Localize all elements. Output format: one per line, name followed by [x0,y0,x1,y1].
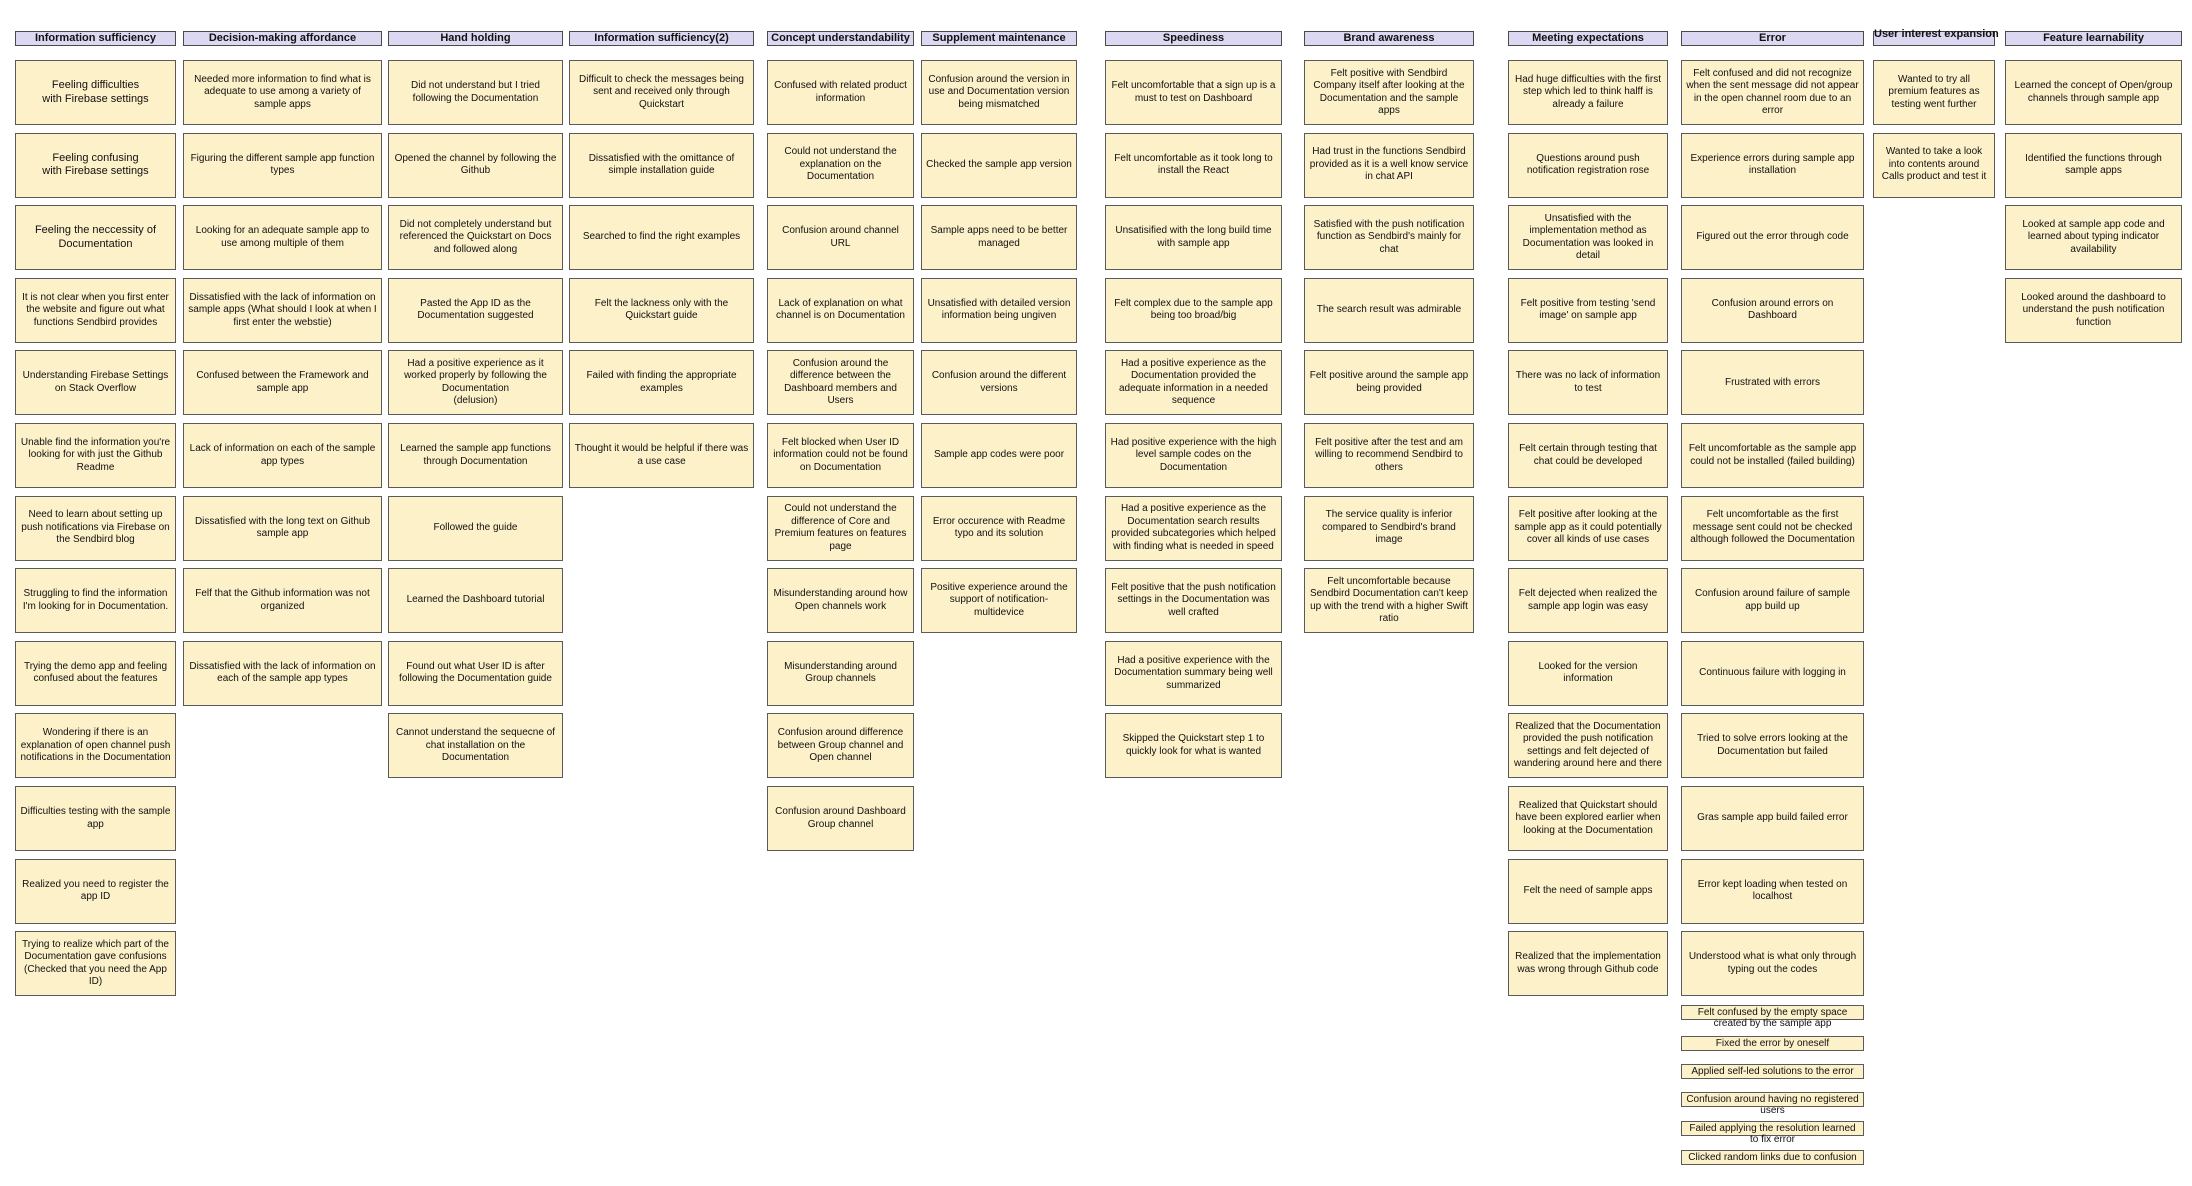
sticky-note[interactable] [921,205,1077,270]
sticky-note-text: Dissatisfied with the lack of information on sample apps (What should I look at when I first enter the webstie) [188,291,377,328]
sticky-note-text: Pasted the App ID as the Documentation suggested [417,297,534,322]
sticky-note[interactable] [569,60,754,125]
sticky-note[interactable] [1508,641,1668,706]
sticky-note-text: It is not clear when you first enter the website and figure out what functions Sendbird provides [22,291,169,328]
sticky-note[interactable] [183,350,382,415]
sticky-note-text: Had a positive experience as it worked properly by following the Documentation (delusion) [404,357,547,407]
sticky-note[interactable] [388,60,563,125]
sticky-note[interactable] [569,133,754,198]
sticky-note[interactable] [921,350,1077,415]
sticky-note[interactable] [388,133,563,198]
sticky-note[interactable] [767,641,914,706]
sticky-note-text: Confusion around channel URL [782,225,899,249]
column-header: Feature learnability [2005,31,2182,46]
sticky-note-text: Satisfied with the push notification function as Sendbird's mainly for chat [1313,218,1465,255]
sticky-note[interactable] [1105,60,1282,125]
sticky-note[interactable] [15,133,176,198]
sticky-note-text: Confusion around the different versions [931,370,1067,394]
column-header: Decision-making affordance [183,31,382,46]
sticky-note[interactable] [767,60,914,125]
sticky-note[interactable] [1105,496,1282,561]
sticky-note-text: Found out what User ID is after following the Documentation guide [399,660,552,685]
sticky-note[interactable] [388,568,563,633]
sticky-note[interactable] [767,350,914,415]
sticky-note[interactable] [1304,423,1474,488]
sticky-note-text: There was no lack of information to test [1515,370,1661,394]
sticky-note-text: Figured out the error through code [1696,231,1849,243]
sticky-note-text: Questions around push notification registration rose [1526,152,1650,177]
sticky-note[interactable] [388,350,563,415]
sticky-note-text: Unable find the information you're looking for with just the Github Readme [20,436,171,473]
sticky-note[interactable] [569,278,754,343]
sticky-note[interactable] [1508,568,1668,633]
sticky-note[interactable] [1681,931,1864,996]
sticky-note[interactable] [1304,133,1474,198]
column-header: Information sufficiency [15,31,176,46]
column-error [1681,0,1864,1186]
sticky-note-text: Error occurence with Readme typo and its solution [932,515,1066,540]
sticky-note[interactable] [767,423,914,488]
sticky-note-text: Feeling the neccessity of Documentation [34,224,157,250]
sticky-note-text: Searched to find the right examples [582,231,741,243]
sticky-note-text: Opened the channel by following the Github [394,152,557,177]
sticky-note[interactable] [15,859,176,924]
sticky-note-text: Fixed the error by oneself [1715,1038,1830,1049]
sticky-note[interactable] [569,205,754,270]
sticky-note[interactable] [15,786,176,851]
sticky-note[interactable] [1508,60,1668,125]
sticky-note-text: Realized you need to register the app ID [22,878,169,903]
sticky-note[interactable] [388,278,563,343]
sticky-note[interactable] [15,350,176,415]
sticky-note[interactable] [1681,496,1864,561]
sticky-note-text: Felt blocked when User ID information could not be found on Documentation [773,436,908,473]
sticky-note-text: Difficulties testing with the sample app [20,806,171,830]
sticky-note[interactable] [1105,568,1282,633]
sticky-note-text: Clicked random links due to confusion [1688,1152,1857,1163]
sticky-note[interactable] [15,568,176,633]
sticky-note-text: Could not understand the difference of Core and Premium features on features page [774,503,907,552]
sticky-note-text: Continuous failure with logging in [1699,667,1846,679]
sticky-note[interactable] [1681,786,1864,851]
sticky-note-text: Confusion around Dashboard Group channel [775,806,906,830]
sticky-note[interactable] [767,133,914,198]
sticky-note[interactable] [921,496,1077,561]
sticky-note-text: Trying the demo app and feeling confused about the features [23,660,168,685]
sticky-note[interactable] [1304,568,1474,633]
sticky-note[interactable] [1681,641,1864,706]
sticky-note[interactable] [2005,60,2182,125]
sticky-note[interactable] [1681,423,1864,488]
sticky-note[interactable] [15,641,176,706]
sticky-note[interactable] [1508,205,1668,270]
column-meeting-expectations [1508,0,1668,1186]
sticky-note[interactable] [1873,133,1995,198]
sticky-note-text: Sample app codes were poor [933,449,1065,461]
sticky-note-text: Skipped the Quickstart step 1 to quickly look for what is wanted [1122,733,1265,757]
column-header: Error [1681,31,1864,46]
sticky-note[interactable] [2005,278,2182,343]
sticky-note-text: Needed more information to find what is adequate to use among a variety of sample apps [194,73,371,110]
sticky-note-text: Learned the Dashboard tutorial [406,594,545,606]
sticky-note-text: Could not understand the explanation on the Documentation [784,146,897,183]
sticky-note-text: Misunderstanding around how Open channels work [773,588,908,612]
sticky-note-text: Identified the functions through sample apps [2025,152,2162,177]
sticky-note[interactable] [921,133,1077,198]
sticky-note[interactable] [1508,423,1668,488]
sticky-note-text: Struggling to find the information I'm looking for in Documentation. [22,588,169,612]
sticky-note[interactable] [1105,423,1282,488]
sticky-note-text: Followed the guide [433,521,518,533]
sticky-note[interactable] [1304,350,1474,415]
sticky-note[interactable] [1681,350,1864,415]
sticky-note-text: Failed applying the resolution learned to fix error [1689,1123,1856,1145]
sticky-note-text: Wanted to try all premium features as testing went further [1888,73,1980,110]
sticky-note[interactable] [1304,60,1474,125]
sticky-note-text: Figuring the different sample app function types [190,152,375,177]
sticky-note[interactable] [1105,713,1282,778]
sticky-note-text: Felt positive with Sendbird Company itself after looking at the Documentation and the sample apps [1313,67,1465,116]
sticky-note-text: Unsatisfied with the implementation method as Documentation was looked in detail [1522,212,1654,262]
sticky-note[interactable] [767,205,914,270]
column-information-sufficiency [15,0,176,1186]
sticky-note-text: Wanted to take a look into contents around Calls product and test it [1881,146,1987,183]
sticky-note[interactable] [183,641,382,706]
sticky-note-text: Thought it would be helpful if there was a use case [574,443,749,467]
column-header: User interest expansion [1873,31,1995,46]
sticky-note-text: Confusion around the difference between the Dashboard members and Users [784,357,897,407]
sticky-note[interactable] [183,60,382,125]
sticky-note[interactable] [1508,931,1668,996]
sticky-note-text: Confusion around difference between Group channel and Open channel [777,727,904,764]
column-feature-learnability [2005,0,2182,1186]
column-header: Concept understandability [767,31,914,46]
sticky-note-text: Lack of information on each of the sample app types [189,443,376,467]
sticky-note[interactable] [1681,133,1864,198]
sticky-note[interactable] [388,423,563,488]
sticky-note-text: Felt uncomfortable as it took long to install the React [1114,152,1273,177]
sticky-note-small[interactable] [1681,1064,1864,1079]
sticky-note[interactable] [767,496,914,561]
sticky-note[interactable] [388,713,563,778]
sticky-note-small[interactable] [1681,1150,1864,1165]
sticky-note-text: Looked around the dashboard to understand the push notification function [2021,291,2166,328]
sticky-note-text: Feeling difficulties with Firebase settings [42,79,149,105]
sticky-note-text: Felt uncomfortable as the first message sent could not be checked although followed the Documentation [1690,509,1855,546]
sticky-note-text: Had a positive experience with the Documentation summary being well summarized [1114,654,1273,691]
sticky-note[interactable] [183,205,382,270]
sticky-note-text: Had trust in the functions Sendbird provided as it is a well know service in chat API [1309,146,1469,183]
sticky-note-text: Applied self-led solutions to the error [1691,1066,1854,1077]
column-header: Information sufficiency(2) [569,31,754,46]
sticky-note[interactable] [767,713,914,778]
sticky-note[interactable] [388,205,563,270]
sticky-note-text: Felt positive around the sample app being provided [1309,370,1469,394]
sticky-note-text: Dissatisfied with the omittance of simple installation guide [588,152,735,177]
sticky-note-text: Had positive experience with the high level sample codes on the Documentation [1110,436,1277,473]
sticky-note[interactable] [183,423,382,488]
column-brand-awareness [1304,0,1474,1186]
column-header: Meeting expectations [1508,31,1668,46]
sticky-note[interactable] [1508,786,1668,851]
sticky-note-text: Understanding Firebase Settings on Stack Overflow [22,370,169,394]
sticky-note-text: Felt confused and did not recognize when the sent message did not appear in the open channel room due to an error [1686,67,1859,116]
sticky-note-text: Felt the lackness only with the Quickstart guide [594,297,729,322]
sticky-note-text: Confusion around the version in use and Documentation version being mismatched [928,73,1070,110]
sticky-note-text: Felt complex due to the sample app being too broad/big [1114,297,1273,322]
sticky-note[interactable] [767,786,914,851]
sticky-note-text: Felf that the Github information was not organized [195,588,370,612]
sticky-note-text: Did not completely understand but referenced the Quickstart on Docs and followed along [399,218,552,255]
sticky-note[interactable] [15,205,176,270]
sticky-note-text: Learned the concept of Open/group channels through sample app [2014,80,2173,104]
sticky-note-text: Dissatisfied with the lack of information on each of the sample app types [189,660,376,685]
sticky-note-text: Realized that the implementation was wrong through Github code [1515,951,1661,975]
column-decision-making-affordance [183,0,382,1186]
sticky-note-text: Cannot understand the sequecne of chat installation on the Documentation [395,727,555,764]
sticky-note-text: Wondering if there is an explanation of open channel push notifications in the Documentation [20,727,171,764]
sticky-note-text: Difficult to check the messages being sent and received only through Quickstart [579,73,744,110]
sticky-note[interactable] [921,568,1077,633]
sticky-note-text: Confused with related product information [774,80,907,104]
sticky-note-text: Felt positive after the test and am willing to recommend Sendbird to others [1315,436,1463,473]
sticky-note[interactable] [1304,278,1474,343]
sticky-note[interactable] [1105,133,1282,198]
sticky-note[interactable] [1105,278,1282,343]
sticky-note-text: Gras sample app build failed error [1697,812,1848,824]
sticky-note-text: Checked the sample app version [926,158,1072,170]
sticky-note-text: Tried to solve errors looking at the Documentation but failed [1697,733,1848,757]
sticky-note[interactable] [2005,133,2182,198]
sticky-note[interactable] [1681,713,1864,778]
sticky-note[interactable] [183,496,382,561]
sticky-note[interactable] [15,60,176,125]
sticky-note[interactable] [1873,60,1995,125]
sticky-note[interactable] [1681,278,1864,343]
sticky-note-text: Felt uncomfortable as the sample app could not be installed (failed building) [1688,443,1857,467]
sticky-note-text: Learned the sample app functions through Documentation [400,443,551,467]
sticky-note[interactable] [388,496,563,561]
sticky-note[interactable] [767,568,914,633]
sticky-note[interactable] [15,713,176,778]
sticky-note-text: Trying to realize which part of the Documentation gave confusions (Checked that you need the App ID) [22,938,169,988]
column-header: Speediness [1105,31,1282,46]
sticky-note-small[interactable] [1681,1036,1864,1051]
sticky-note[interactable] [2005,205,2182,270]
sticky-note[interactable] [15,278,176,343]
column-hand-holding [388,0,563,1186]
sticky-note-text: Felt certain through testing that chat could be developed [1519,443,1657,467]
sticky-note-text: Felt positive that the push notification settings in the Documentation was well crafted [1111,581,1276,618]
sticky-note-text: The search result was admirable [1316,304,1462,316]
sticky-note[interactable] [767,278,914,343]
sticky-note[interactable] [1508,350,1668,415]
sticky-note-text: Realized that Quickstart should have been explored earlier when looking at the Documentation [1515,799,1661,836]
sticky-note-text: Had a positive experience as the Documentation search results provided subcategories which helped with finding what is needed in speed [1111,503,1276,552]
sticky-note-text: Error kept loading when tested on localhost [1697,878,1848,903]
sticky-note-text: The service quality is inferior compared to Sendbird's brand image [1322,509,1456,546]
sticky-note-text: Felt dejected when realized the sample app login was easy [1518,588,1658,612]
sticky-note-text: Confused between the Framework and sample app [196,370,369,394]
column-concept-understandability [767,0,914,1186]
sticky-note-text: Did not understand but I tried following the Documentation [411,80,540,104]
sticky-note[interactable] [15,423,176,488]
column-user-interest-expansion [1873,0,1999,1186]
sticky-note-text: Looked at sample app code and learned about typing indicator availability [2022,218,2165,255]
sticky-note[interactable] [1105,350,1282,415]
sticky-note-text: Had a positive experience as the Documentation provided the adequate information in a needed sequence [1118,357,1268,407]
column-header: Brand awareness [1304,31,1474,46]
sticky-note-text: Unsatisified with the long build time with sample app [1115,225,1272,249]
sticky-note[interactable] [183,278,382,343]
sticky-note-text: Confusion around having no registered users [1686,1094,1859,1116]
column-speediness [1105,0,1282,1186]
sticky-note-text: Need to learn about setting up push notifications via Firebase on the Sendbird blog [21,509,170,546]
sticky-note-text: Lack of explanation on what channel is on Documentation [776,297,905,322]
sticky-note[interactable] [183,133,382,198]
sticky-note[interactable] [1681,568,1864,633]
sticky-note[interactable] [1304,205,1474,270]
sticky-note-text: Felt confused by the empty space created by the sample app [1697,1007,1848,1029]
sticky-note[interactable] [921,423,1077,488]
sticky-note[interactable] [183,568,382,633]
sticky-note-text: Realized that the Documentation provided the push notification settings and felt dejected of wandering around here and there [1514,720,1662,770]
sticky-note-text: Felt positive from testing 'send image' on sample app [1520,297,1656,322]
sticky-note[interactable] [1304,496,1474,561]
sticky-note[interactable] [1508,496,1668,561]
sticky-note[interactable] [1508,713,1668,778]
sticky-note[interactable] [569,423,754,488]
column-header: Hand holding [388,31,563,46]
sticky-note-text: Felt uncomfortable that a sign up is a must to test on Dashboard [1111,80,1276,104]
sticky-note-text: Felt positive after looking at the sample app as it could potentially cover all kinds of use cases [1514,509,1662,546]
sticky-note[interactable] [1681,205,1864,270]
sticky-note-text: Looking for an adequate sample app to use among multiple of them [195,225,370,249]
sticky-note-text: Positive experience around the support of notification-multidevice [930,581,1068,618]
sticky-note[interactable] [1508,278,1668,343]
sticky-note-text: Experience errors during sample app installation [1690,152,1855,177]
sticky-note[interactable] [1105,205,1282,270]
sticky-note[interactable] [1681,859,1864,924]
sticky-note-text: Had huge difficulties with the first step which led to think halff is already a failure [1514,73,1661,110]
sticky-note-text: Failed with finding the appropriate examples [586,370,737,394]
sticky-note-text: Felt the need of sample apps [1523,884,1653,896]
column-information-sufficiency-2 [569,0,754,1186]
sticky-note-text: Unsatisfied with detailed version information being ungiven [927,297,1071,322]
column-header: Supplement maintenance [921,31,1077,46]
sticky-note-text: Confusion around failure of sample app build up [1694,588,1851,612]
sticky-note-text: Frustrated with errors [1724,376,1821,388]
sticky-note-text: Feeling confusing with Firebase settings [42,151,149,178]
sticky-note-text: Dissatisfied with the long text on Github sample app [194,515,371,540]
sticky-note[interactable] [15,496,176,561]
sticky-note[interactable] [1508,133,1668,198]
sticky-note-small[interactable] [1681,1005,1864,1029]
sticky-note-text: Looked for the version information [1538,660,1638,685]
sticky-note[interactable] [1681,60,1864,125]
sticky-note[interactable] [921,278,1077,343]
sticky-note[interactable] [1508,859,1668,924]
sticky-note-text: Confusion around errors on Dashboard [1711,297,1834,322]
sticky-note[interactable] [15,931,176,996]
sticky-note-text: Felt uncomfortable because Sendbird Documentation can't keep up with the trend with a higher Swift ratio [1309,575,1469,625]
sticky-note[interactable] [921,60,1077,125]
sticky-note[interactable] [388,641,563,706]
sticky-note-text: Misunderstanding around Group channels [784,660,897,685]
column-supplement-maintenance [921,0,1077,1186]
sticky-note-small[interactable] [1681,1121,1864,1145]
sticky-note[interactable] [1105,641,1282,706]
sticky-note-text: Understood what is what only through typing out the codes [1688,951,1857,975]
sticky-note[interactable] [569,350,754,415]
sticky-note-text: Sample apps need to be better managed [930,225,1068,249]
sticky-note-small[interactable] [1681,1092,1864,1116]
